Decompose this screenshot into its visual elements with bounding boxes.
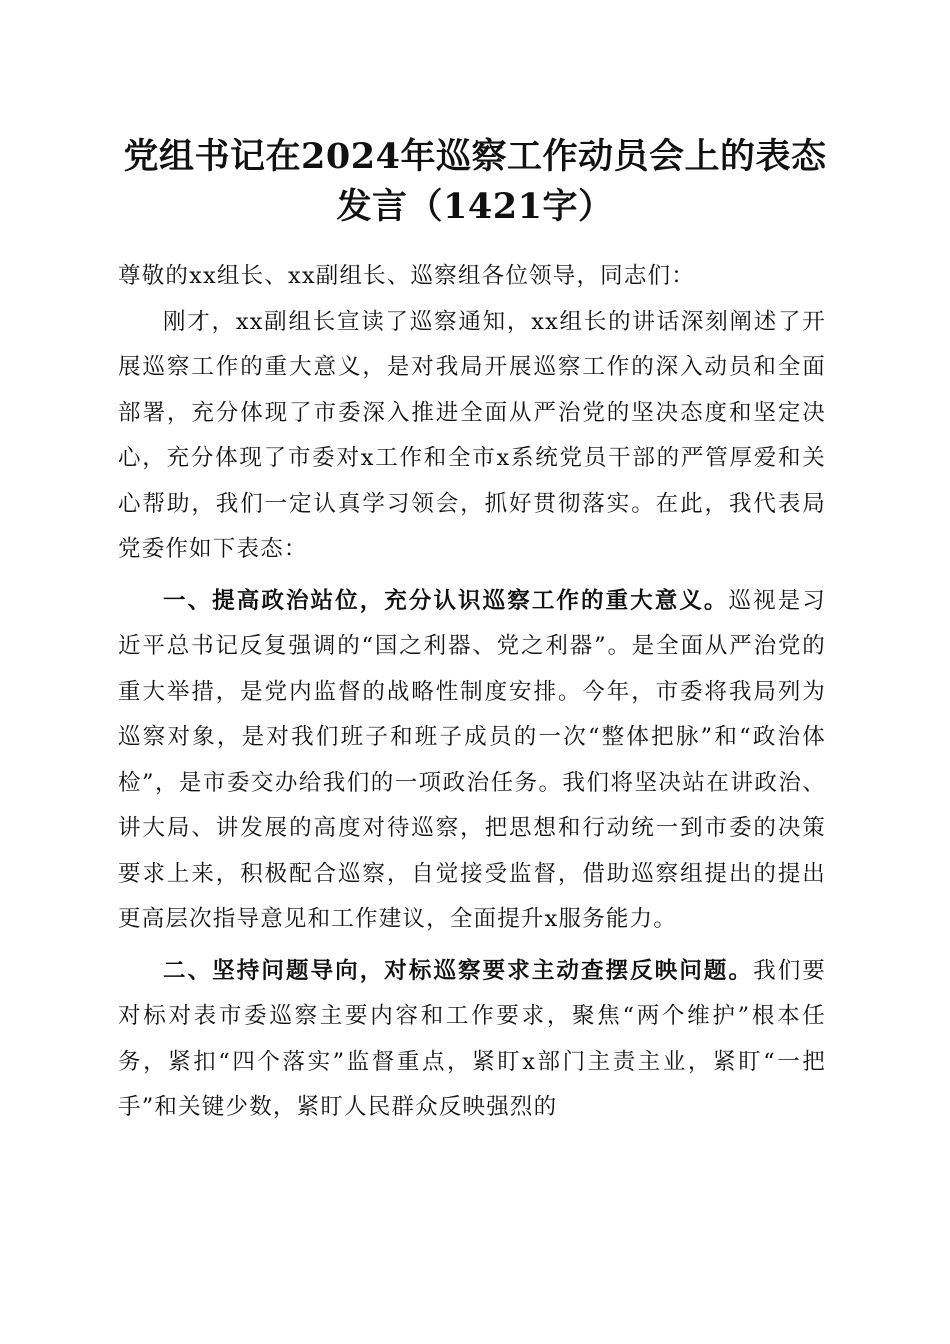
title-line-2: 发言（1421字） [336, 186, 614, 227]
title-line-1: 党组书记在2024年巡察工作动员会上的表态 [123, 136, 827, 177]
section-heading: 一、提高政治站位，充分认识巡察工作的重大意义。 [163, 587, 729, 614]
paragraph-text: 巡视是习近平总书记反复强调的“国之利器、党之利器”。是全面从严治党的重大举措，是党内监督的战略性制度安排。今年，市委将我局列为巡察对象，是对我们班子和班子成员的一次“整体把脉”和“政治体检”，是市委交办给我们的一项政治任务。我们将坚决站在讲政治、讲大局、讲发展的高度对待巡察，把思想和行动统一到市委的决策要求上来，积极配合巡察，自觉接受监督，借助巡察组提出的提出更高层次指导意见和工作建议，全面提升x服务能力。 [118, 587, 826, 932]
paragraph-section-1 [118, 579, 826, 943]
paragraph-intro [118, 300, 826, 573]
document-body [118, 248, 826, 1131]
section-heading: 二、坚持问题导向，对标巡察要求主动查摆反映问题。 [163, 957, 754, 984]
paragraph-text: 我们要对标对表市委巡察主要内容和工作要求，聚焦“两个维护”根本任务，紧扣“四个落实”监督重点，紧盯x部门主责主业，紧盯“一把手”和关键少数，紧盯人民群众反映强烈的 [118, 957, 826, 1120]
document-title [100, 132, 850, 232]
paragraph-section-2 [118, 949, 826, 1131]
paragraph-text: 刚才，xx副组长宣读了巡察通知，xx组长的讲话深刻阐述了开展巡察工作的重大意义，是对我局开展巡察工作的深入动员和全面部署，充分体现了市委深入推进全面从严治党的坚决态度和坚定决心，充分体现了市委对x工作和全市x系统党员干部的严管厚爱和关心帮助，我们一定认真学习领会，抓好贯彻落实。在此，我代表局党委作如下表态： [118, 308, 826, 562]
salutation: 尊敬的xx组长、xx副组长、巡察组各位领导，同志们： [118, 263, 695, 289]
